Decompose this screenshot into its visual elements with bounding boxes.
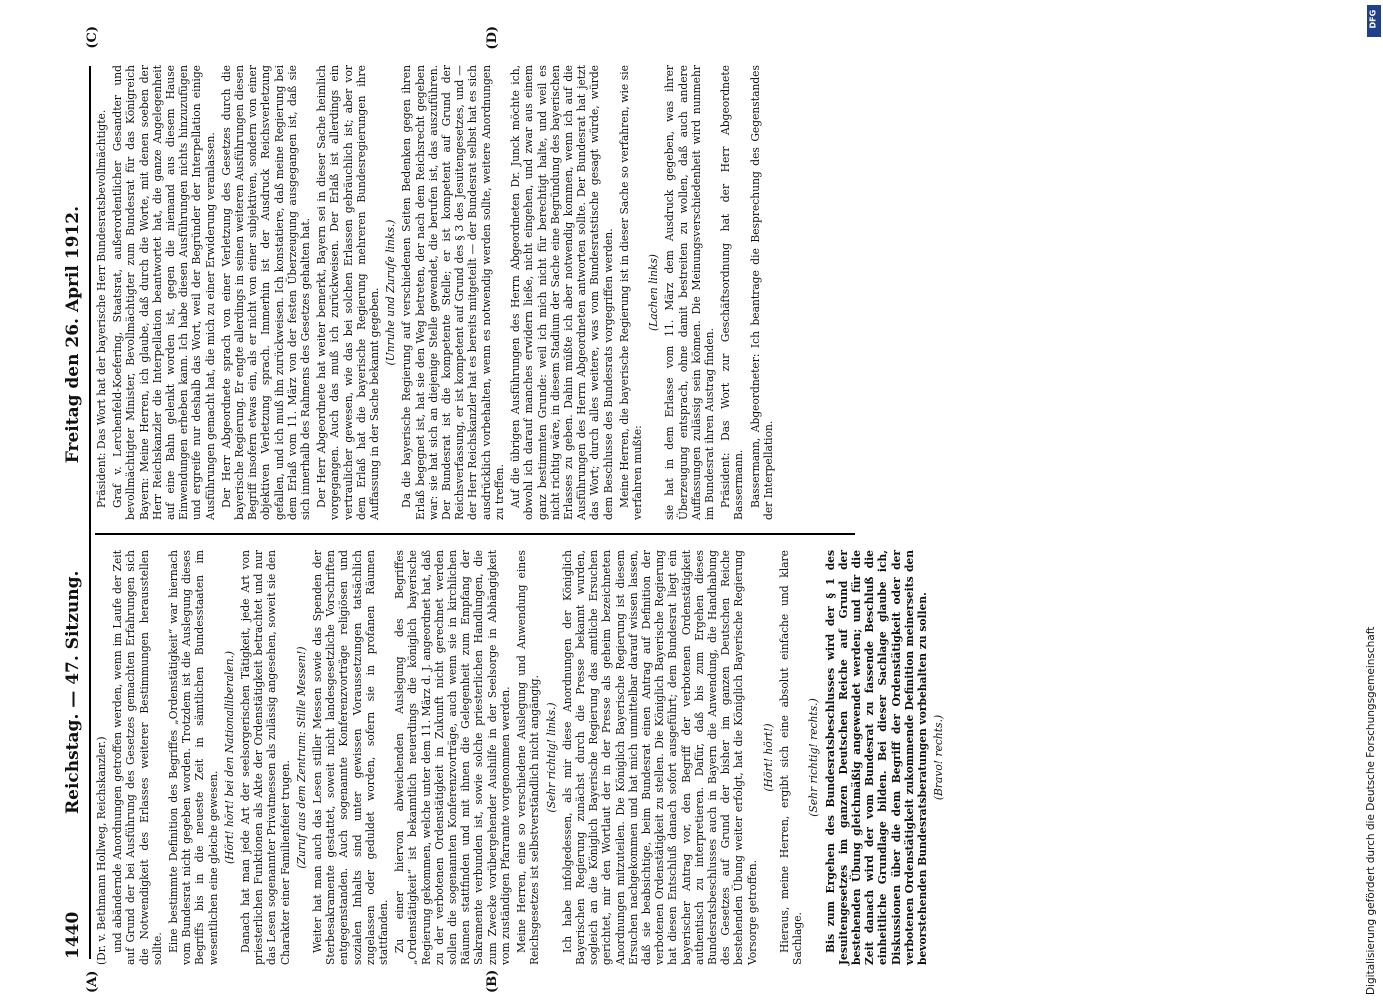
paragraph: Ich habe infolgedessen, als mir diese Anordnungen der Königlich Bayerischen Regierung zunächst durch die Presse bekannt wurden, sogleich an die Königlich Bayerische Regierung das amtliche Ersuchen gerichtet, mir den Wortlaut der in der Presse als geheim bezeichneten Anordnungen mitzuteilen. Die Königlich Bayerische Regierung ist diesem Ersuchen nachgekommen und hat mich unmittelbar darauf wissen lassen, daß sie beabsichtige, beim Bundesrat einen Antrag auf Definition der verbotenen Ordenstätigkeit zu stellen. Die Königlich Bayerische Regierung hat diesen Entschluß danach sofort ausgeführt; dem Bundesrat liegt ein bayerischer Antrag vor, den Begriff der verbotenen Ordenstätigkeit authentisch zu interpretieren. Dafür, daß bis zum Ergehen dieses Bundesratsbeschlusses auch in Bayern die Anwendung, die Handhabung des Gesetzes auf Grund der bisher im ganzen Deutschen Reiche bestehenden Übung weiter erfolgt, hat die Königlich Bayerische Regierung Vorsorge getroffen.	[560, 550, 759, 965]
paragraph: Da die bayerische Regierung auf verschiedenen Seiten Bedenken gegen ihren Erlaß begegnet ist, hat sie den Weg betreten, der nach dem Reichsrecht gegeben war: sie hat sich an diejenige Stelle gewendet, die berufen ist, das auszuführen. Der Bundesrat ist die kompetente Stelle; er ist kompetent auf Grund der Reichsverfassung, er ist kompetent auf Grund des § 3 des Jesuitengesetzes, und — der Herr Reichskanzler hat es bereits mitgeteilt — der Bundesrat selbst hat es sich ausdrücklich vorbehalten, wenn es notwendig werden sollte, weitere Anordnungen zu treffen.	[400, 65, 506, 520]
paragraph: Der Herr Abgeordnete sprach von einer Verletzung des Gesetzes durch die bayerische Regierung. Er engte allerdings in seinen weiteren Ausführungen diesen Begriff insofern etwas ein, als er nicht von einer subjektiven, sondern von einer objektiven Verletzung sprach. Immerhin ist der Ausdruck Reichsverletzung gefallen, und ich muß ihn zurückweisen. Ich konstatiere, daß meine Regierung bei dem Erlaß vom 11. März von der festen Überzeugung ausgegangen ist, daß sie sich innerhalb des Rahmens des Gesetzes gehalten hat.	[219, 65, 313, 520]
interjection: (Sehr richtig! links.)	[544, 702, 558, 813]
interjection: (Sehr richtig! rechts.)	[807, 698, 821, 817]
margin-marker-c: (C)	[85, 26, 100, 49]
paragraph: Präsident: Das Wort zur Geschäftsordnung hat der Herr Abgeordnete Bassermann.	[719, 65, 746, 520]
paragraph: Präsident: Das Wort hat der bayerische Herr Bundesratsbevollmächtigte.	[95, 109, 108, 508]
digitization-credit: Digitalisierung gefördert durch die Deutsche Forschungsgemeinschaft	[1365, 626, 1377, 995]
session-title: Reichstag. — 47. Sitzung.	[63, 570, 83, 814]
interjection: (Unruhe und Zurufe links.)	[384, 219, 398, 366]
margin-marker-d: (D)	[485, 26, 500, 50]
paragraph: Bis zum Ergehen des Bundesratsbeschlusses wird der § 1 des Jesuitengesetzes im ganzen Deutschen Reiche auf Grund der bestehenden Übung gleichmäßig angewendet werden; und für die Zeit danach wird der vom Bundesrat zu fassende Beschluß die einheitliche Grundlage bilden. Bei dieser Sachlage glaube ich, Diskussionen über die dem Begriff der Ordenstätigkeit oder der verbotenen Ordenstätigkeit zukommende Definition meinerseits den bevorstehenden Bundesratsberatungen vorbehalten zu sollen.	[823, 550, 929, 965]
interjection: (Bravo! rechts.)	[932, 714, 946, 801]
margin-marker-b: (B)	[485, 969, 500, 993]
paragraph: Eine bestimmte Definition des Begriffes „Ordenstätigkeit“ war hiernach vom Bundesrat nicht gegeben worden. Trotzdem ist die Auslegung dieses Begriffs bis in die neueste Zeit in sämtlichen Bundesstaaten im wesentlichen eine gleiche gewesen.	[167, 550, 220, 965]
paragraph: und abändernde Anordnungen getroffen werden, wenn im Laufe der Zeit auf Grund der bei Ausführung des Gesetzes gemachten Erfahrungen sich die Notwendigkeit des Erlasses weiterer Bestimmungen herausstellen sollte.	[111, 550, 164, 965]
interjection: (Hört! hört!)	[761, 723, 775, 792]
interjection: (Hört! hört! bei den Nationalliberalen.)	[222, 650, 236, 865]
paragraph: Bassermann, Abgeordneter: Ich beantrage die Besprechung des Gegenstandes der Interpellation.	[748, 65, 775, 520]
right-text-column	[95, 65, 778, 520]
paragraph: Auf die übrigen Ausführungen des Herrn Abgeordneten Dr. Junck möchte ich, obwohl ich darauf manches erwidern ließe, nicht eingehen, und zwar aus einem ganz bestimmten Grunde: weil ich mich nicht für berechtigt halte, und weil es nicht richtig wäre, in diesem Stadium der Sache eine Begründung des bayerischen Erlasses zu geben. Dahin müßte ich aber notwendig kommen, wenn ich auf die Ausführungen des Herrn Abgeordneten antworten sollte. Der Bundesrat hat jetzt das Wort; durch alles weitere, was vom Bundesratstische gesagt würde, würde dem Beschlusse des Bundesrats vorgegriffen werden.	[509, 65, 615, 520]
page-header	[59, 66, 91, 959]
paragraph: Der Herr Abgeordnete hat weiter bemerkt, Bayern sei in dieser Sache heimlich vorgegangen. Auch das muß ich zurückweisen. Der Erlaß ist allerdings ein vertraulicher gewesen, wie das bei solchen Erlassen gebräuchlich ist; aber vor dem Erlaß hat die bayerische Regierung mehreren Bundesregierungen ihre Auffassung in der Sache bekannt gegeben.	[315, 65, 382, 520]
paragraph: sie hat in dem Erlasse vom 11. März dem Ausdruck gegeben, was ihrer Überzeugung entsprach, ohne damit bestreiten zu wollen, daß auch andere Auffassungen zulässig sein können. Die Meinungsverschiedenheit wird nunmehr im Bundesrat ihren Austrag finden.	[663, 65, 716, 520]
paragraph: Weiter hat man auch das Lesen stiller Messen sowie das Spenden der Sterbesakramente gestattet, soweit nicht landesgesetzliche Vorschriften entgegenstanden. Auch sogenannte Konferenzvorträge religiösen und sozialen Inhalts sind unter gewissen Voraussetzungen tatsächlich zugelassen oder geduldet worden, sofern sie in profanen Räumen stattfanden.	[311, 550, 391, 965]
margin-marker-a: (A)	[85, 970, 100, 993]
interjection: (Lachen links)	[647, 254, 661, 331]
paragraph: Danach hat man jede Art der seelsorgerischen Tätigkeit, jede Art von priesterlichen Funktionen als Akte der Ordenstätigkeit betrachtet und nur das Lesen sogenannter Privatmessen als zulässig angesehen, soweit sie den Charakter einer Familienfeier trugen.	[239, 550, 292, 965]
paragraph: Zu einer hiervon abweichenden Auslegung des Begriffes „Ordenstätigkeit“ ist bekanntlich neuerdings die königlich bayerische Regierung gekommen, welche unter dem 11. März d. J. angeordnet hat, daß zu der verbotenen Ordenstätigkeit in Zukunft nicht gerechnet werden sollen die sogenannten Konferenzvorträge, auch wenn sie in kirchlichen Räumen stattfinden und mit ihnen die Gelegenheit zum Empfang der Sakramente verbunden ist, sowie solche priesterlichen Handlungen, die zum Zwecke vorübergehender Aushilfe in der Seelsorge in Abhängigkeit vom zuständigen Pfarramte vorgenommen werden.	[393, 550, 512, 965]
left-text-column	[95, 550, 948, 965]
page-number: 1440	[63, 911, 83, 959]
date-title: Freitag den 26. April 1912.	[63, 206, 83, 464]
paragraph: Meine Herren, eine so verschiedene Auslegung und Anwendung eines Reichsgesetzes ist selbstverständlich nicht angängig.	[515, 550, 542, 965]
column-divider	[95, 533, 855, 535]
rotated-document-page	[55, 26, 1320, 993]
paragraph: Meine Herren, die bayerische Regierung ist in dieser Sache so verfahren, wie sie verfahren mußte:	[617, 65, 644, 520]
dfg-logo: DFG	[1367, 5, 1381, 37]
interjection: (Zuruf aus dem Zentrum: Stille Messen!)	[294, 646, 308, 869]
speaker-note: (Dr. v. Bethmann Hollweg, Reichskanzler.)	[95, 736, 108, 965]
paragraph: Graf v. Lerchenfeld-Koefering, Staatsrat, außerordentlicher Gesandter und bevollmächtigter Minister, Bevollmächtigter zum Bundesrat für das Königreich Bayern: Meine Herren, ich glaube, daß durch die Worte, mit denen soeben der Herr Reichskanzler die Interpellation beantwortet hat, die ganze Angelegenheit auf eine Bahn gelenkt worden ist, gegen die niemand aus diesem Hause Einwendungen erheben kann. Ich habe diesen Ausführungen nichts hinzuzufügen und ergreife nur deshalb das Wort, weil der Begründer der Interpellation einige Ausführungen gemacht hat, die mich zu einer Erwiderung veranlassen.	[111, 65, 217, 520]
paragraph: Hieraus, meine Herren, ergibt sich eine absolut einfache und klare Sachlage.	[777, 550, 805, 965]
